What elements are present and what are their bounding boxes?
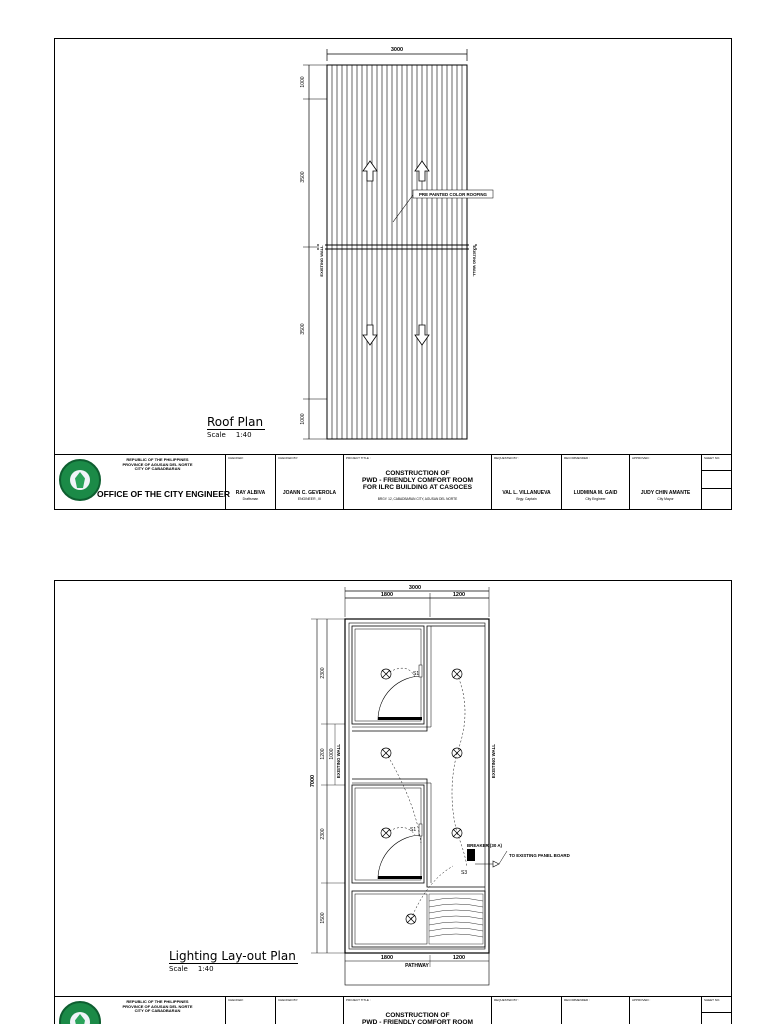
lighting-plan-title: Lighting Lay-out Plan [169,949,296,963]
lighting-dim-top-total: 3000 [408,585,422,591]
drawn-by-cell: CHECKER: RAY ALBIVA Draftsman [225,455,275,509]
lighting-dim-bottom-right: 1200 [452,955,466,961]
roof-plan-scale: Scale 1:40 [207,431,252,439]
lighting-plan-sheet [54,580,732,1024]
lighting-dim-left-total: 7000 [310,774,316,788]
roofing-label: PRE PAINTED COLOR ROOFING [419,192,487,197]
sheet-no-cell-2: SHEET NO. [701,997,731,1024]
office-name: OFFICE OF THE CITY ENGINEER [97,489,231,499]
switch-s1-upper: S1 [413,671,420,677]
sheet-no-cell: SHEET NO. [701,455,731,509]
roof-plan-title: Roof Plan [207,415,264,429]
lighting-dim-bottom-left: 1800 [380,955,394,961]
building-outline [345,619,489,953]
door-swing-upper [378,676,422,720]
lighting-dim-top-left: 1800 [380,592,394,598]
pathway-area [345,953,489,985]
switch-s1-lower: S1 [410,827,417,833]
checked-by-cell: CHECKED BY: JOANN C. GEVEROLA ENGINEER , III [275,455,343,509]
lighting-dim-top-right: 1200 [452,592,466,598]
room-bottom [352,891,485,947]
project-title-cell-2: PROJECT TITLE : CONSTRUCTION OF PWD - FRIENDLY COMFORT ROOM [343,997,491,1024]
lighting-plan-title-block [169,945,298,973]
roof-plan-drawing [55,39,732,451]
requested-by-cell: REQUESTED BY : VAL L. VILLANUEVA Brgy. Captain [491,455,561,509]
lighting-dim-left-a: 2300 [320,667,326,679]
approved-cell: APPROVED : JUDY CHIN AMANTE City Mayor [629,455,701,509]
title-block-2 [55,996,731,1024]
switch-s3: S3 [461,870,468,876]
project-title-cell: PROJECT TITLE : CONSTRUCTION OF PWD - FRIENDLY COMFORT ROOM FOR ILRC BUILDING AT CASOCES BRGY. 12, CABADBARAN CITY, AGUSAN DEL NORTE [343,455,491,509]
lighting-plan-scale: Scale 1:40 [169,965,214,973]
lighting-plan-drawing [55,581,732,993]
breaker-label: BREAKER (30 A) [467,843,502,848]
checked-by-cell-2: CHECKED BY: [275,997,343,1024]
pathway-label: PATHWAY [405,963,429,969]
panel-arrow-icon [493,861,499,867]
door-swing-lower [378,835,422,879]
recommended-cell: RECOMMENDED : LUDMINA M. GAID City Engineer [561,455,629,509]
republic-header-2: REPUBLIC OF THE PHILIPPINES PROVINCE OF AGUSAN DEL NORTE CITY OF CABADBARAN [122,999,193,1014]
recommended-cell-2: RECOMMENDED : [561,997,629,1024]
roof-dim-left-2: 3500 [300,171,306,183]
panel-label: TO EXISTING PANEL BOARD [509,853,570,858]
lighting-dim-left-c: 2300 [320,828,326,840]
republic-header: REPUBLIC OF THE PHILIPPINES PROVINCE OF AGUSAN DEL NORTE CITY OF CABADBARAN [122,457,193,472]
lighting-dim-left-b: 1200 [320,748,326,760]
breaker-box-icon [467,849,475,861]
lighting-dim-left-d: 1500 [320,912,326,924]
approved-cell-2: APPROVED : [629,997,701,1024]
lighting-dim-left-b2: 1000 [329,748,335,760]
light-fixture-icons [381,669,462,924]
roof-plan-title-block [207,411,265,439]
roof-dim-left-1: 1000 [300,76,306,88]
wiring [386,668,467,919]
roof-dim-left-3: 3500 [300,323,306,335]
ramp-hatch [429,894,483,944]
roof-wall-right-label: EXISTING WALL [472,245,477,277]
title-block [55,454,731,509]
title-block-office-2 [55,997,225,1024]
roof-wall-left-label: EXISTING WALL [319,245,324,277]
roof-plan-sheet [54,38,732,510]
requested-by-cell-2: REQUESTED BY : [491,997,561,1024]
roof-dim-top: 3000 [390,47,404,53]
title-block-office [55,455,231,509]
drawn-by-cell-2: CHECKER: [225,997,275,1024]
lighting-wall-left-label: EXISTING WALL [336,743,341,779]
roof-dim-left-4: 1000 [300,413,306,425]
lighting-wall-right-label: EXISTING WALL [491,743,496,779]
